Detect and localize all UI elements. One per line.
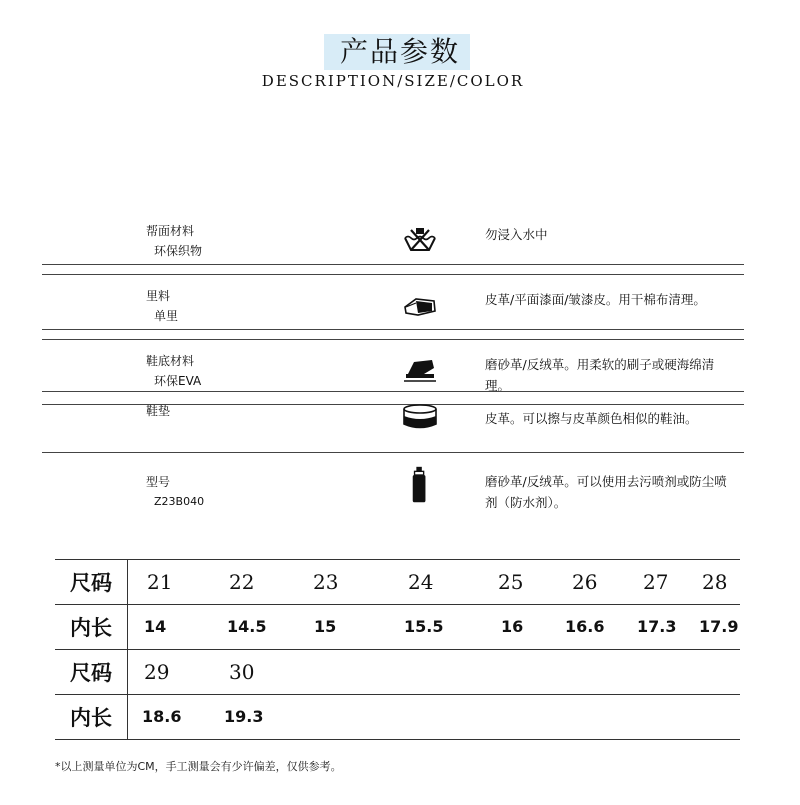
care-desc: 磨砂革/反绒革。用柔软的刷子或硬海绵清理。 xyxy=(485,357,715,393)
care-desc: 磨砂革/反绒革。可以使用去污喷剂或防尘喷剂（防水剂）。 xyxy=(485,474,727,510)
length-row-header: 内长 xyxy=(55,605,128,649)
care-row-insole xyxy=(42,390,744,453)
title-wrap xyxy=(0,28,800,72)
care-label: 鞋底材料 xyxy=(146,354,195,368)
length-cell: 19.3 xyxy=(224,707,264,726)
care-label: 帮面材料 xyxy=(146,224,195,238)
care-row-lining xyxy=(42,275,744,340)
length-cell: 15 xyxy=(314,617,337,636)
divider xyxy=(42,452,744,453)
page-title: 产品参数 xyxy=(330,28,470,72)
cloth-wipe-icon xyxy=(402,289,438,319)
spray-can-icon xyxy=(402,465,438,505)
footnote: *以上测量单位为CM，手工测量会有少许偏差，仅供参考。 xyxy=(55,760,342,773)
no-soak-icon xyxy=(402,224,438,254)
size-cell: 23 xyxy=(313,570,339,594)
care-desc: 皮革。可以擦与皮革颜色相似的鞋油。 xyxy=(485,411,698,426)
length-cell: 16.6 xyxy=(565,617,605,636)
size-cell: 25 xyxy=(498,570,524,594)
size-cell: 30 xyxy=(229,660,255,684)
size-cell: 24 xyxy=(408,570,434,594)
length-cell: 14 xyxy=(144,617,167,636)
brush-icon xyxy=(402,354,438,384)
size-row xyxy=(55,559,740,605)
size-cell: 28 xyxy=(702,570,728,594)
length-row xyxy=(55,695,740,740)
size-row-header: 尺码 xyxy=(55,650,128,694)
care-value: 单里 xyxy=(154,309,179,323)
size-row xyxy=(55,650,740,695)
size-cell: 27 xyxy=(643,570,669,594)
length-cell: 17.3 xyxy=(637,617,677,636)
length-cell: 18.6 xyxy=(142,707,182,726)
divider xyxy=(42,264,744,265)
care-label: 型号 xyxy=(146,475,171,489)
polish-tin-icon xyxy=(402,402,438,432)
length-cell: 16 xyxy=(501,617,524,636)
divider xyxy=(42,391,744,392)
length-row xyxy=(55,605,740,650)
size-cell: 21 xyxy=(147,570,173,594)
length-cell: 17.9 xyxy=(699,617,739,636)
size-cell: 22 xyxy=(229,570,255,594)
care-value: Z23B040 xyxy=(154,495,205,508)
care-value: 环保EVA xyxy=(154,374,202,388)
length-cell: 14.5 xyxy=(227,617,267,636)
size-row-header: 尺码 xyxy=(55,560,128,604)
length-row-header: 内长 xyxy=(55,695,128,739)
care-label: 里料 xyxy=(146,289,171,303)
page-subtitle: DESCRIPTION/SIZE/COLOR xyxy=(261,72,525,90)
care-desc: 勿浸入水中 xyxy=(485,227,548,242)
care-value: 环保织物 xyxy=(154,244,203,258)
divider xyxy=(42,329,744,330)
care-row-upper xyxy=(42,210,744,275)
size-cell: 26 xyxy=(572,570,598,594)
care-row-model xyxy=(42,465,744,529)
care-desc: 皮革/平面漆面/皱漆皮。用干棉布清理。 xyxy=(485,292,706,307)
care-label: 鞋垫 xyxy=(146,404,171,418)
size-cell: 29 xyxy=(144,660,170,684)
size-table xyxy=(55,559,740,740)
length-cell: 15.5 xyxy=(404,617,444,636)
